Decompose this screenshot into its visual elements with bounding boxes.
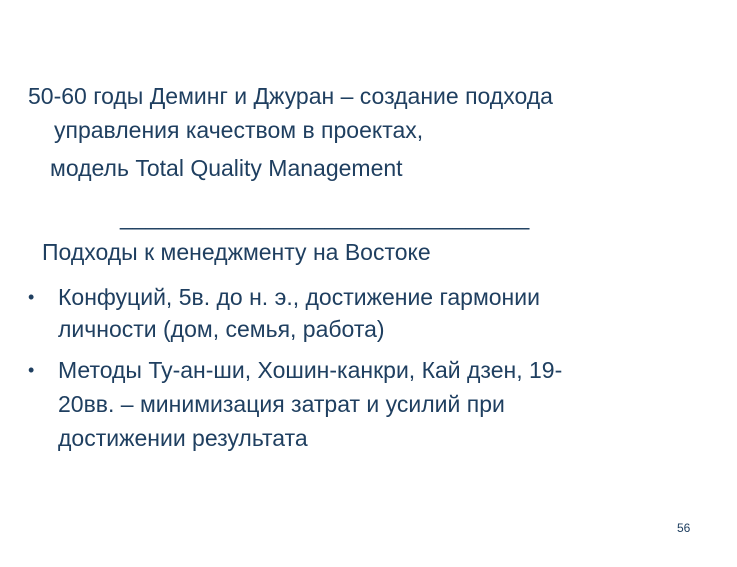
bullet-1-line-1: Конфуций, 5в. до н. э., достижение гармонии [58, 284, 540, 310]
bullet-2-line-1: Методы Ту-ан-ши, Хошин-канкри, Кай дзен, 19- [58, 357, 563, 383]
bullet-2-line-3: достижении результата [58, 425, 308, 451]
bullet-marker: • [28, 287, 35, 307]
intro-line-1: 50-60 годы Деминг и Джуран – создание подхода [28, 83, 553, 109]
bullet-marker: • [28, 360, 35, 380]
bullet-1-line-2: личности (дом, семья, работа) [58, 316, 385, 342]
page-number: 56 [677, 521, 691, 535]
bullet-2-line-2: 20вв. – минимизация затрат и усилий при [58, 391, 505, 417]
intro-line-3: модель Total Quality Management [50, 155, 403, 181]
intro-line-2: управления качеством в проектах, [54, 117, 424, 143]
separator-line: ________________________________ [120, 204, 530, 230]
section-title: Подходы к менеджменту на Востоке [42, 239, 431, 265]
